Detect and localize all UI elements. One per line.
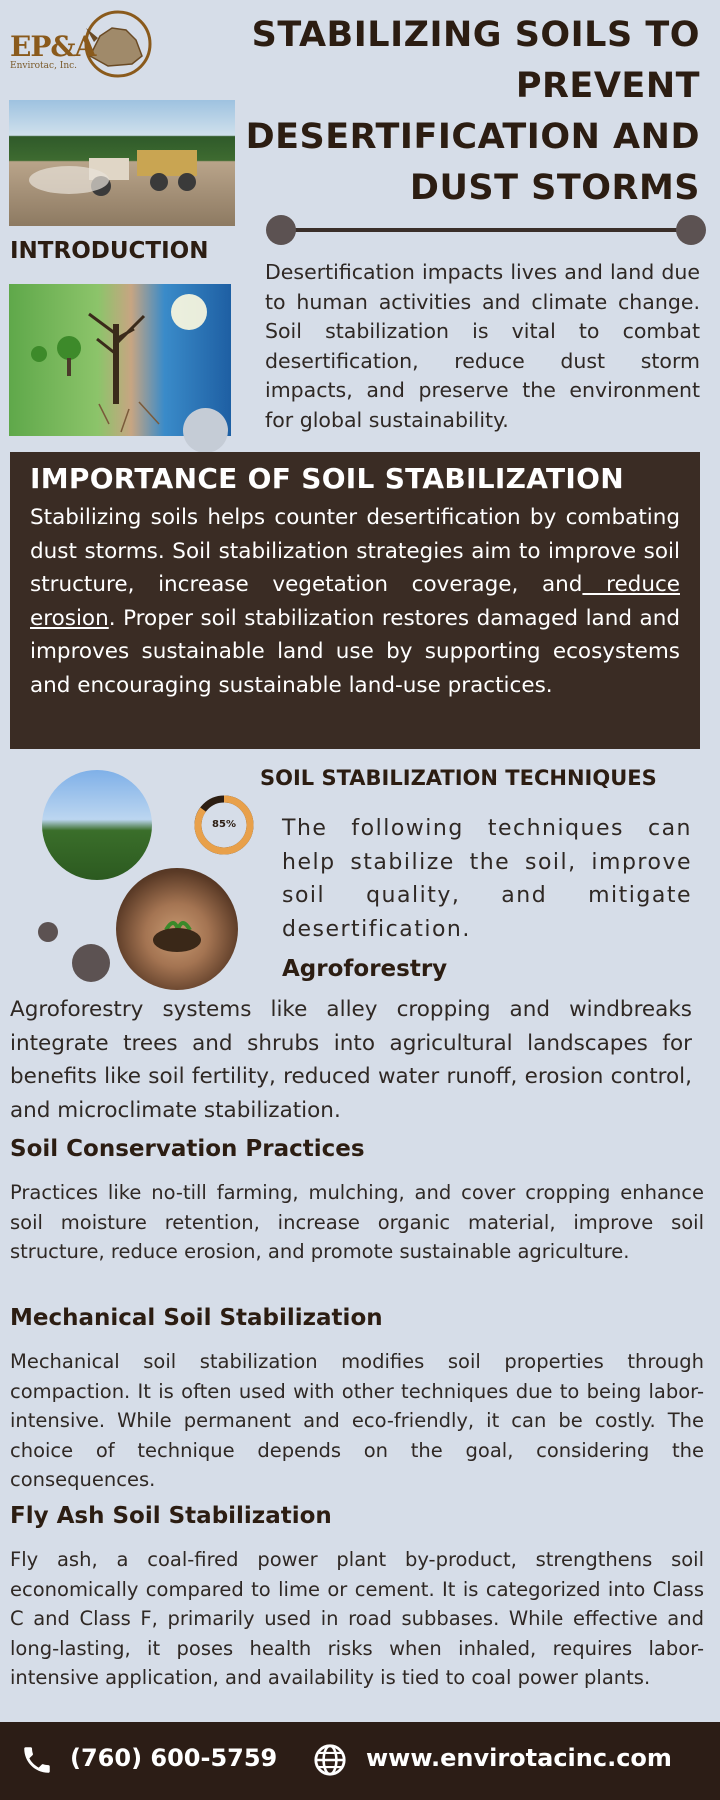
- road-construction-image: [9, 100, 235, 226]
- importance-heading: IMPORTANCE OF SOIL STABILIZATION: [30, 462, 624, 495]
- techniques-text: The following techniques can help stabilize the soil, improve soil quality, and mitigate desertification.: [282, 816, 692, 942]
- decorative-dot-small: [38, 922, 58, 942]
- flyash-heading: Fly Ash Soil Stabilization: [10, 1503, 332, 1529]
- importance-text-start: Stabilizing soils helps counter desertification by combating dust storms. Soil stabilization strategies aim to improve soil structure, increase vegetation coverage, and: [30, 505, 680, 597]
- logo-brand: EP&A: [10, 30, 96, 63]
- decorative-dot-medium: [72, 944, 110, 982]
- page-title: STABILIZING SOILS TO PREVENT DESERTIFICATION AND DUST STORMS: [245, 15, 700, 208]
- mechanical-heading: Mechanical Soil Stabilization: [10, 1305, 383, 1331]
- reduce-erosion-link[interactable]: reduce erosion: [30, 572, 680, 631]
- agroforestry-text: Agroforestry systems like alley cropping and windbreaks integrate trees and shrubs into agricultural landscapes for benefits like soil fertility, reduced water runoff, erosion control, and microclimate stabilization.: [10, 997, 692, 1123]
- agroforestry-heading: Agroforestry: [282, 956, 448, 982]
- importance-text: [30, 501, 680, 702]
- conservation-text: Practices like no-till farming, mulching, and cover cropping enhance soil moisture retention, increase organic material, improve soil structure, reduce erosion, and promote sustainable agriculture.: [10, 1181, 704, 1263]
- introduction-text: Desertification impacts lives and land due to human activities and climate change. Soil stabilization is vital to combat desertification, reduce dust storm impacts, and preserve the environment for global sustainability.: [265, 260, 700, 432]
- flyash-text: Fly ash, a coal-fired power plant by-product, strengthens soil economically compared to lime or cement. It is categorized into Class C and Class F, primarily used in road subbases. While effective and long-lasting, it poses health risks when inhaled, requires labor-intensive application, and availability is tied to coal power plants.: [10, 1548, 704, 1689]
- phone-icon[interactable]: [20, 1743, 54, 1777]
- hands-holding-soil-image: [116, 868, 238, 990]
- importance-section: [10, 452, 700, 749]
- mechanical-text: Mechanical soil stabilization modifies soil properties through compaction. It is often used with other techniques due to being labor-intensive. While permanent and eco-friendly, it can be costly. The choice of technique depends on the goal, considering the consequences.: [10, 1350, 704, 1491]
- divider-knob-left: [266, 215, 296, 245]
- conservation-heading: Soil Conservation Practices: [10, 1136, 365, 1162]
- globe-icon[interactable]: [313, 1743, 347, 1777]
- divider-knob-right: [676, 215, 706, 245]
- seedling-field-image: [42, 770, 152, 880]
- decorative-dot: [183, 408, 228, 453]
- phone-number[interactable]: (760) 600-5759: [70, 1744, 278, 1772]
- progress-label: 85%: [212, 819, 236, 830]
- website-link[interactable]: www.envirotacinc.com: [366, 1744, 672, 1772]
- logo-subtitle: Envirotac, Inc.: [10, 61, 78, 71]
- decorative-divider: [280, 228, 690, 232]
- importance-text-end: . Proper soil stabilization restores damaged land and improves sustainable land use by supporting ecosystems and encouraging sustainable land-use practices.: [30, 605, 680, 698]
- techniques-heading: SOIL STABILIZATION TECHNIQUES: [260, 766, 657, 790]
- introduction-heading: INTRODUCTION: [10, 238, 209, 264]
